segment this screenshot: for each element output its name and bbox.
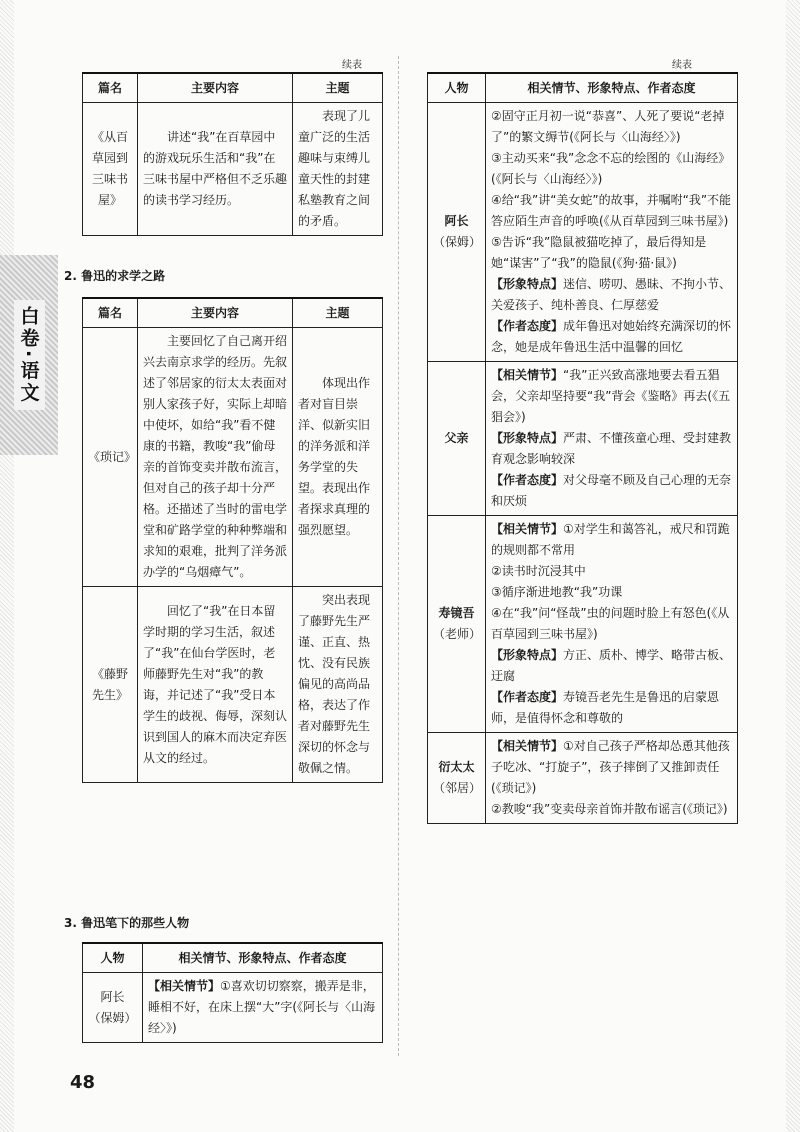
character-role: （老师） — [433, 627, 482, 641]
works-table-2 — [82, 297, 383, 783]
detail-text: 严肃、不懂孩童心理、受封建教育观念影响较深 — [491, 431, 732, 466]
detail-text: 成年鲁迅对她始终充满深切的怀念，她是成年鲁迅生活中温馨的回忆 — [491, 319, 732, 354]
detail-line — [491, 428, 732, 470]
character-details — [143, 973, 383, 1043]
detail-tag: 【形象特点】 — [491, 648, 564, 662]
page-number: 48 — [70, 1072, 96, 1093]
characters-table-right — [427, 72, 738, 824]
work-title: 《藤野先生》 — [83, 587, 138, 783]
works-table-1 — [82, 72, 383, 236]
detail-text: ③循序渐进地教“我”功课 — [491, 585, 623, 599]
detail-line — [491, 799, 732, 820]
detail-text: ②读书时沉浸其中 — [491, 564, 586, 578]
detail-text: ①对学生和蔼答礼，戒尺和罚跪的规则都不常用 — [491, 522, 730, 557]
character-cell — [83, 973, 143, 1043]
detail-text: ④在“我”问“怪哉”虫的问题时脸上有怒色(《从百草园到三味书屋》) — [491, 606, 730, 641]
character-cell — [428, 733, 486, 824]
work-content: 回忆了“我”在日本留学时期的学习生活，叙述了“我”在仙台学医时，老师藤野先生对“我”的教诲，并记述了“我”受日本学生的歧视、侮辱，深刻认识到国人的麻木而决定弃医从文的经过。 — [138, 587, 293, 783]
detail-text: ②教唆“我”变卖母亲首饰并散布谣言(《琐记》) — [491, 802, 728, 816]
detail-line — [491, 736, 732, 799]
detail-text: ③主动买来“我”念念不忘的绘图的《山海经》(《阿长与〈山海经〉》) — [491, 151, 731, 186]
header-theme: 主题 — [293, 298, 383, 328]
detail-line — [491, 190, 732, 232]
work-title: 《从百草园到三味书屋》 — [83, 103, 138, 236]
continued-label-right: 续表 — [672, 60, 692, 71]
detail-tag: 【相关情节】 — [491, 739, 564, 753]
detail-line — [491, 645, 732, 687]
character-name: 阿长 — [100, 989, 125, 1004]
detail-text: 方正、质朴、博学、略带古板、迂腐 — [491, 648, 732, 683]
continued-label-left: 续表 — [342, 60, 362, 71]
work-content: 讲述“我”在百草园中的游戏玩乐生活和“我”在三味书屋中严格但不乏乐趣的读书学习经历。 — [138, 103, 293, 236]
character-role: （邻居） — [433, 781, 482, 795]
table-row — [428, 733, 738, 824]
header-title: 篇名 — [83, 73, 138, 103]
character-name: 衍太太 — [438, 760, 475, 774]
section-3-title: 3. 鲁迅笔下的那些人物 — [64, 916, 190, 930]
character-name: 寿镜吾 — [438, 606, 475, 620]
detail-line — [491, 365, 732, 428]
detail-text: ①喜欢切切察察，搬弄是非，睡相不好，在床上摆“大”字(《阿长与〈山海经〉》) — [148, 979, 376, 1035]
header-details: 相关情节、形象特点、作者态度 — [143, 943, 383, 973]
detail-line — [491, 316, 732, 358]
detail-text: “我”正兴致高涨地要去看五猖会，父亲却坚持要“我”背会《鉴略》再去(《五猖会》) — [491, 368, 731, 424]
side-label: 白卷·语文 — [14, 300, 45, 410]
detail-text: ②固守正月初一说“恭喜”、人死了要说“老掉了”的繁文缛节(《阿长与〈山海经〉》) — [491, 109, 725, 144]
detail-tag: 【形象特点】 — [491, 277, 564, 291]
table-row — [83, 973, 383, 1043]
detail-text: ④给“我”讲“美女蛇”的故事，并嘱咐“我”不能答应陌生声音的呼唤(《从百草园到三味书屋》) — [491, 193, 732, 228]
character-role: （保姆） — [433, 235, 482, 249]
detail-line — [491, 148, 732, 190]
character-cell — [428, 103, 486, 362]
characters-table-left — [82, 942, 383, 1043]
detail-tag: 【相关情节】 — [148, 979, 221, 993]
detail-text: 对父母毫不顾及自己心理的无奈和厌烦 — [491, 473, 732, 508]
work-theme: 突出表现了藤野先生严谨、正直、热忱、没有民族偏见的高尚品格，表达了作者对藤野先生深切的怀念与敬佩之情。 — [293, 587, 383, 783]
work-content: 主要回忆了自己离开绍兴去南京求学的经历。先叙述了邻居家的衍太太表面对别人家孩子好，实际上却暗中使坏，如给“我”看不健康的书籍，教唆“我”偷母亲的首饰变卖并散布流言，但对自己的孩子却十分严格。还描述了当时的雷电学堂和矿路学堂的种种弊端和求知的艰难，批判了洋务派办学的“乌烟瘴气”。 — [138, 328, 293, 587]
detail-line — [491, 561, 732, 582]
detail-line — [491, 470, 732, 512]
detail-text: 迷信、唠叨、愚昧、不拘小节、关爱孩子、纯朴善良、仁厚慈爱 — [491, 277, 732, 312]
table-row — [83, 328, 383, 587]
detail-line — [491, 687, 732, 729]
detail-line — [491, 106, 732, 148]
character-details — [486, 733, 738, 824]
detail-line — [491, 603, 732, 645]
header-character: 人物 — [428, 73, 486, 103]
table-row — [428, 516, 738, 733]
detail-line — [491, 232, 732, 274]
detail-line — [491, 274, 732, 316]
detail-tag: 【作者态度】 — [491, 473, 564, 487]
detail-tag: 【相关情节】 — [491, 522, 564, 536]
character-name: 父亲 — [444, 431, 469, 445]
page-edge-left — [0, 0, 14, 1132]
detail-line — [491, 519, 732, 561]
character-details — [486, 516, 738, 733]
work-theme: 表现了儿童广泛的生活趣味与束缚儿童天性的封建私塾教育之间的矛盾。 — [293, 103, 383, 236]
section-2-title: 2. 鲁迅的求学之路 — [64, 269, 166, 283]
work-title: 《琐记》 — [83, 328, 138, 587]
character-cell — [428, 362, 486, 516]
side-tab — [0, 255, 58, 455]
header-content: 主要内容 — [138, 73, 293, 103]
page-edge-right — [786, 0, 800, 1132]
header-content: 主要内容 — [138, 298, 293, 328]
detail-line — [491, 582, 732, 603]
character-role: （保姆） — [88, 1010, 137, 1025]
character-cell — [428, 516, 486, 733]
detail-tag: 【作者态度】 — [491, 319, 564, 333]
table-row — [428, 103, 738, 362]
table-row — [83, 587, 383, 783]
detail-text: 寿镜吾老先生是鲁迅的启蒙恩师，是值得怀念和尊敬的 — [491, 690, 720, 725]
column-divider — [398, 56, 399, 1056]
detail-text: ①对自己孩子严格却怂恿其他孩子吃冰、“打旋子”，孩子摔倒了又推卸责任(《琐记》) — [491, 739, 730, 795]
character-details — [486, 103, 738, 362]
header-title: 篇名 — [83, 298, 138, 328]
table-row — [428, 362, 738, 516]
header-details: 相关情节、形象特点、作者态度 — [486, 73, 738, 103]
header-theme: 主题 — [293, 73, 383, 103]
detail-tag: 【相关情节】 — [491, 368, 564, 382]
work-theme: 体现出作者对盲目崇洋、似新实旧的洋务派和洋务学堂的失望。表现出作者探求真理的强烈愿望。 — [293, 328, 383, 587]
detail-text: ⑤告诉“我”隐鼠被猫吃掉了，最后得知是她“谋害”了“我”的隐鼠(《狗·猫·鼠》) — [491, 235, 707, 270]
detail-tag: 【作者态度】 — [491, 690, 564, 704]
character-details — [486, 362, 738, 516]
detail-tag: 【形象特点】 — [491, 431, 564, 445]
character-name: 阿长 — [444, 214, 469, 228]
header-character: 人物 — [83, 943, 143, 973]
table-row — [83, 103, 383, 236]
